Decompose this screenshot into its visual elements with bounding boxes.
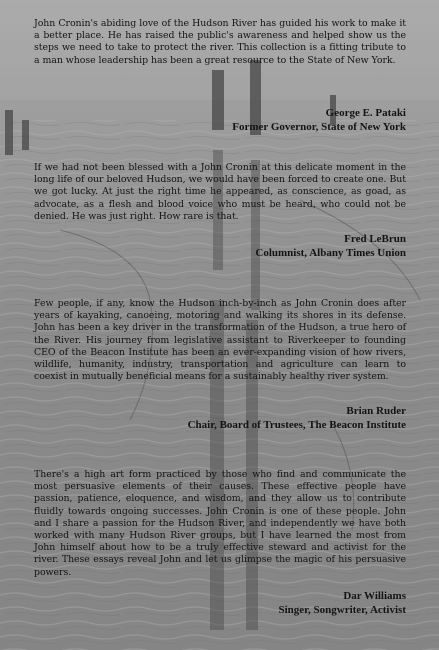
endorsement-attribution-williams xyxy=(278,590,406,617)
endorser-name: Brian Ruder xyxy=(346,405,406,417)
endorsement-quote-pataki: John Cronin's abiding love of the Hudson River has guided his work to make it a better place. He has raised the public's awareness and helped show us the steps we need to take to protect the river. This collection is a fitting tribute to a man whose leadership has been a great resource to the State of New York. xyxy=(34,18,406,66)
endorser-name: George E. Pataki xyxy=(325,107,406,119)
endorsement-quote-lebrun: If we had not been blessed with a John Cronin at this delicate moment in the long life of our beloved Hudson, we would have been forced to create one. But we got lucky. At just the right time he appeared, as conscience, as goad, as advocate, as a flesh and blood voice who must be heard, who could not be denied. He was just right. How rare is that. xyxy=(34,162,406,222)
endorsement-attribution-ruder xyxy=(188,405,406,432)
endorser-title: Former Governor, State of New York xyxy=(232,120,406,133)
endorser-title: Chair, Board of Trustees, The Beacon Institute xyxy=(187,418,406,431)
endorser-name: Fred LeBrun xyxy=(344,233,406,245)
endorser-title: Singer, Songwriter, Activist xyxy=(278,603,406,616)
endorser-name: Dar Williams xyxy=(343,590,406,602)
endorsement-quote-ruder: Few people, if any, know the Hudson inch-by-inch as John Cronin does after years of kayaking, canoeing, motoring and walking its shores in its defense. John has been a key driver in the transformation of the Hudson, a true hero of the River. His journey from legislative assistant to Riverkeeper to founding CEO of the Beacon Institute has been an ever-expanding vision of how rivers, wildlife, humanity, industry, transportation and agriculture can learn to coexist in mutually beneficial means for a sustainably healthy river system. xyxy=(34,298,406,383)
endorsement-quote-williams: There's a high art form practiced by those who find and communicate the most persuasive elements of their causes. These effective people have passion, patience, eloquence, and wisdom, and they allow us to contribute fluidly towards ongoing successes. John Cronin is one of these people. John and I share a passion for the Hudson River, and independently we have both worked with many Hudson River groups, but I have learned the most from John himself about how to be a truly effective steward and activist for the river. These essays reveal John and let us glimpse the magic of his persuasive powers. xyxy=(34,469,406,578)
endorser-title: Columnist, Albany Times Union xyxy=(255,246,406,259)
endorsement-attribution-pataki xyxy=(232,107,406,134)
endorsement-attribution-lebrun xyxy=(255,233,406,260)
